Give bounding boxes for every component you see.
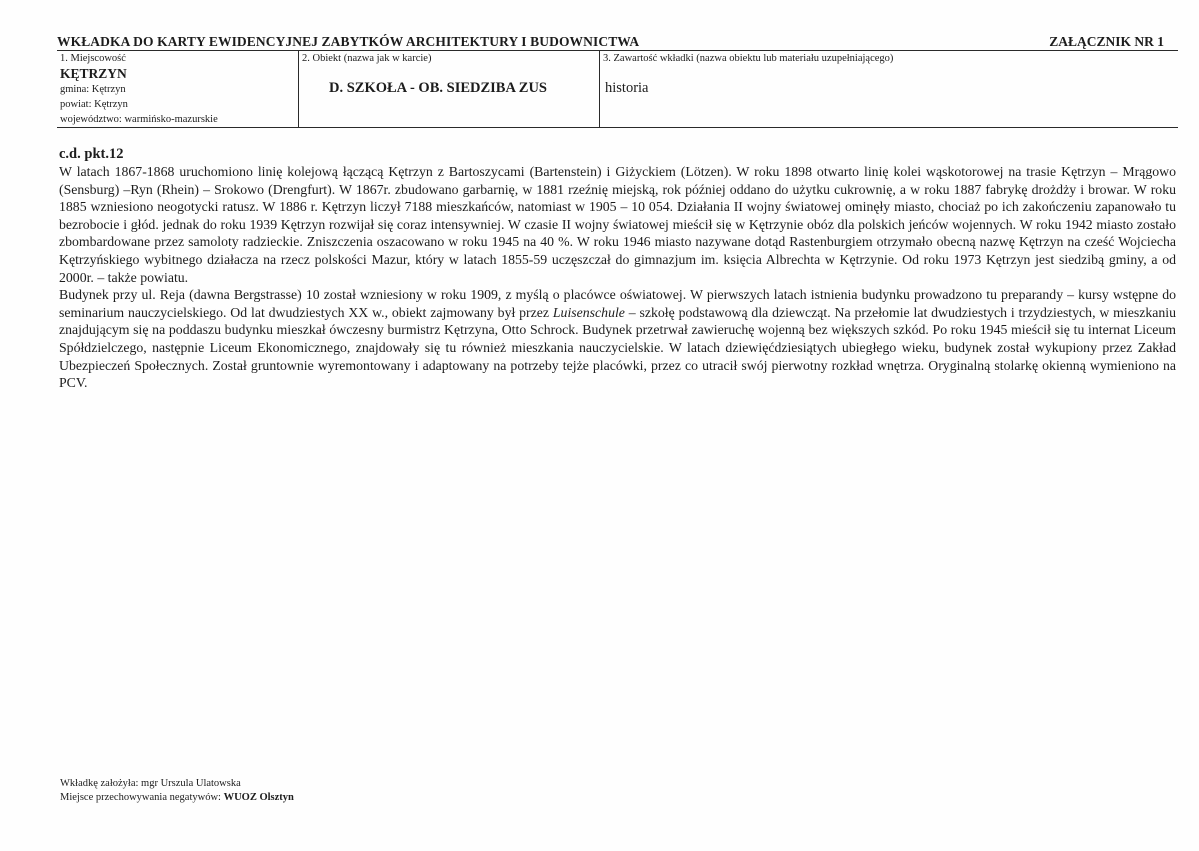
- history-text: [59, 163, 1176, 392]
- field-locality: [57, 51, 298, 127]
- contents-value: historia: [605, 80, 649, 96]
- field-object-label: 2. Obiekt (nazwa jak w karcie): [302, 53, 432, 64]
- paragraph-2-part-2: – szkołę podstawową dla dziewcząt. Na przełomie lat dwudziestych i trzydziestych, w mieszkaniu znajdującym się na poddaszu budynku mieszkał ówczesny burmistrz Kętrzyna, Otto Schrock. Budynek przetrwał zawieruchę wojenną bez większych szkód. Po roku 1945 mieścił się tu internat Liceum Spółdzielczego, następnie Liceum Ekonomicznego, znajdowały się tu również mieszkania nauczycielskie. W latach dziewięćdziesiątych ubiegłego wieku, budynek został wykupiony przez Zakład Ubezpieczeń Społecznych. Został gruntownie wyremontowany i adaptowany na potrzeby tejże placówki, przez co utracił swój pierwotny rozkład wnętrza. Oryginalną stolarkę okienną wymieniono na PCV.: [59, 304, 1176, 391]
- author-line: Wkładkę założyła: mgr Urszula Ulatowska: [60, 778, 241, 789]
- history-paragraph-2: [59, 286, 1176, 392]
- document-title: WKŁADKA DO KARTY EWIDENCYJNEJ ZABYTKÓW ARCHITEKTURY I BUDOWNICTWA: [57, 34, 640, 49]
- negatives-location: WUOZ Olsztyn: [223, 792, 294, 803]
- town-name: KĘTRZYN: [60, 66, 127, 81]
- field-contents-label: 3. Zawartość wkładki (nazwa obiektu lub materiału uzupełniającego): [603, 53, 894, 64]
- document-header: [57, 34, 1178, 50]
- gmina-line: gmina: Kętrzyn: [60, 84, 126, 95]
- paragraph-2-part-1: Budynek przy ul. Reja (dawna Bergstrasse) 10 został wzniesiony w roku 1909, z myślą o placówce oświatowej. W pierwszych latach istnienia budynku prowadzono tu preparandy – kursy wstępne do seminarium nauczycielskiego. Od lat dwudziestych XX w., obiekt zajmowany był przez: [59, 287, 1176, 320]
- form-fields-row: [57, 51, 1178, 128]
- history-paragraph-1: W latach 1867-1868 uruchomiono linię kolejową łączącą Kętrzyn z Bartoszycami (Bartenstein) i Giżyckiem (Lötzen). W roku 1898 otwarto linię kolei wąskotorowej na trasie Kętrzyn – Mrągowo (Sensburg) –Ryn (Rhein) – Srokowo (Drengfurt). W 1867r. zbudowano garbarnię, w 1881 rzeźnię miejską, rok później oddano do użytku cukrownię, a w roku 1887 fabrykę drożdży i browar. W roku 1885 wzniesiono neogotycki ratusz. W 1886 r. Kętrzyn liczył 7188 mieszkańców, natomiast w 1905 – 10 054. Działania II wojny światowej ominęły miasto, chociaż po ich zakończeniu zapanowało tu bezrobocie i głód. jednak do roku 1939 Kętrzyn rozwijał się coraz intensywniej. W czasie II wojny światowej mieścił się w Kętrzynie obóz dla polskich jeńców wojennych. W roku 1942 miasto zostało zbombardowane przez samoloty radzieckie. Zniszczenia oszacowano w roku 1945 na 40 %. W roku 1946 miasto nazywane dotąd Rastenburgiem otrzymało obecną nazwę Kętrzyn na cześć Wojciecha Kętrzyńskiego wybitnego działacza na rzecz polskości Mazur, który w latach 1855-59 uczęszczał do gimnazjum im. księcia Albrechta w Kętrzynie. Od roku 1973 Kętrzyn jest siedzibą gminy, a od 2000r. – także powiatu.: [59, 164, 1176, 285]
- field-object: [298, 51, 599, 127]
- negatives-line: [60, 791, 294, 805]
- section-heading: c.d. pkt.12: [59, 146, 124, 162]
- wojewodztwo-line: województwo: warmińsko-mazurskie: [60, 114, 218, 125]
- paragraph-2-italic: Luisenschule: [552, 304, 625, 320]
- powiat-line: powiat: Kętrzyn: [60, 99, 128, 110]
- document-footer: [60, 777, 294, 805]
- field-contents: [599, 51, 1178, 127]
- negatives-label: Miejsce przechowywania negatywów:: [60, 792, 224, 803]
- object-name: D. SZKOŁA - OB. SIEDZIBA ZUS: [329, 80, 547, 96]
- annex-number: ZAŁĄCZNIK NR 1: [1049, 34, 1164, 49]
- field-locality-label: 1. Miejscowość: [60, 53, 126, 64]
